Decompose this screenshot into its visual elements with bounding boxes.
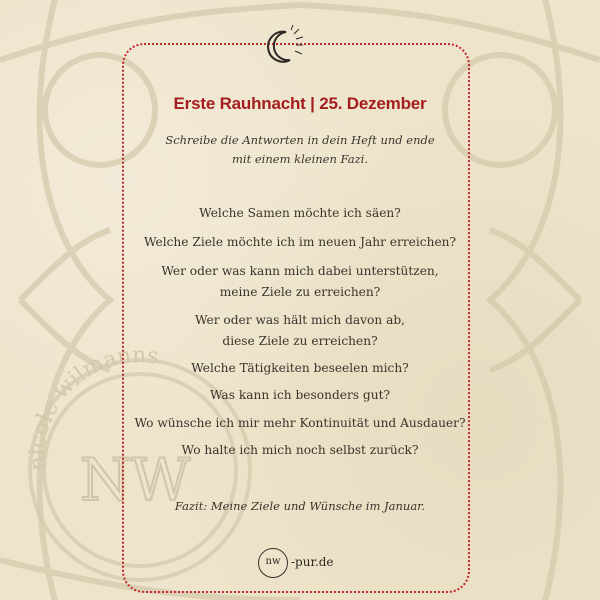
question-text-continued: diese Ziele zu erreichen? [222,334,378,348]
question-text: Wo halte ich mich noch selbst zurück? [181,443,419,457]
logo-badge: nw [258,548,288,578]
question-text: Wo wünsche ich mir mehr Kontinuität und Ausdauer? [134,416,466,430]
footer-website[interactable] [258,548,378,582]
question-text-continued: meine Ziele zu erreichen? [219,285,381,299]
website-domain[interactable]: -pur.de [291,555,334,569]
question-text: Welche Samen möchte ich säen? [199,206,401,220]
question-1 [130,203,470,224]
question-7 [130,413,470,434]
question-8 [130,440,470,461]
crescent-moon-icon [258,24,304,70]
watermark-name: nicole wilmanns [24,343,161,472]
question-6 [130,385,470,406]
fazit-note: Fazit: Meine Ziele und Wünsche im Januar. [174,499,426,513]
instructions [160,131,440,169]
watermark-initials: NW [80,446,191,514]
question-text: Welche Tätigkeiten beseelen mich? [191,361,409,375]
question-5 [130,358,470,379]
instructions-line-1: Schreibe die Antworten in dein Heft und ende [165,133,435,147]
question-4 [130,310,470,352]
question-text: Welche Ziele möchte ich im neuen Jahr erreichen? [143,235,457,249]
question-text: Wer oder was hält mich davon ab, [194,313,406,327]
question-3 [130,261,470,303]
page-title: Erste Rauhnacht | 25. Dezember [173,94,427,113]
instructions-line-2: mit einem kleinen Fazi. [232,152,368,166]
question-2 [130,232,470,253]
question-text: Wer oder was kann mich dabei unterstützen, [161,264,439,278]
question-text: Was kann ich besonders gut? [209,388,391,402]
